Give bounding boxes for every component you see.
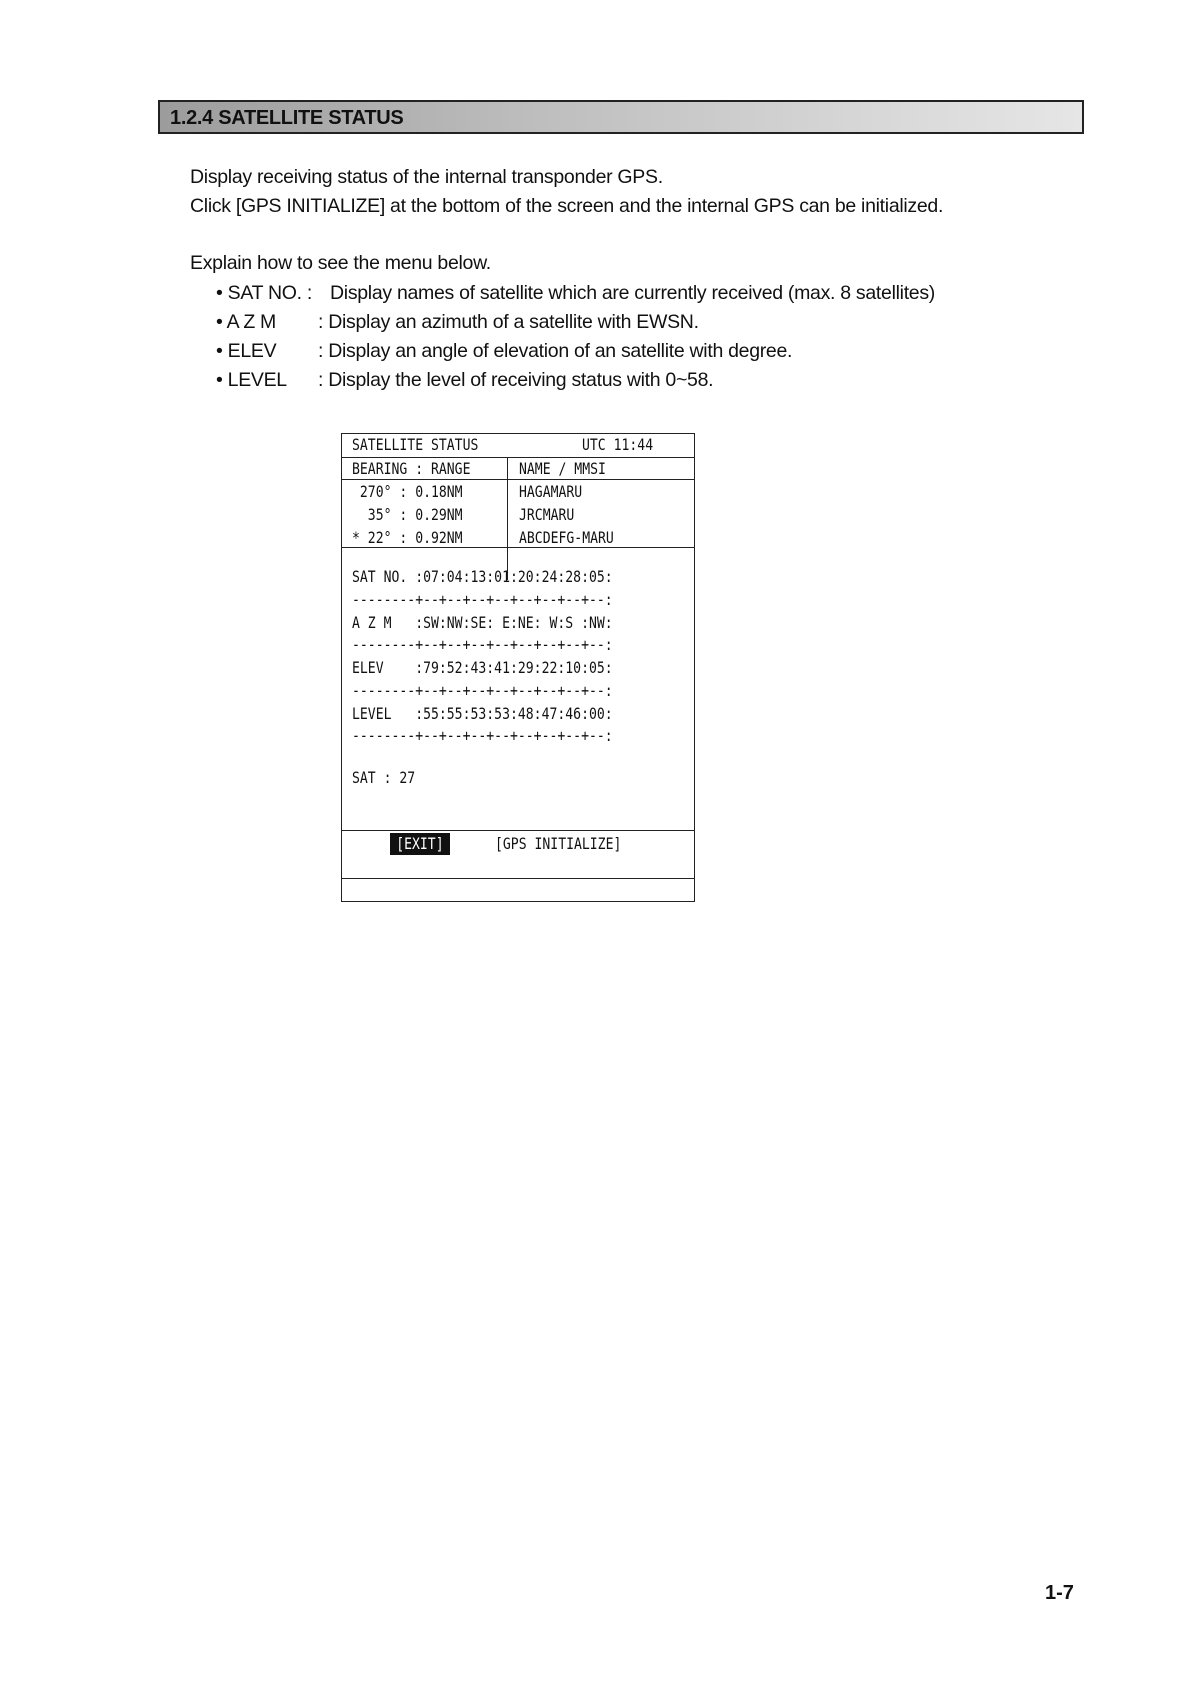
separator-row: --------+--+--+--+--+--+--+--+--: <box>352 635 613 654</box>
bullet-term: • SAT NO. : <box>216 282 312 304</box>
bullet-term: • ELEV <box>216 340 277 362</box>
sat-count: SAT : 27 <box>352 768 416 787</box>
bullet-desc: : Display an azimuth of a satellite with EWSN. <box>318 311 699 333</box>
table-row-name: ABCDEFG-MARU <box>519 528 614 547</box>
intro-line-1: Display receiving status of the internal transponder GPS. <box>190 166 663 188</box>
bullet-term: • LEVEL <box>216 369 287 391</box>
sat-no-row: SAT NO. :07:04:13:01:20:24:28:05: <box>352 567 613 586</box>
intro-line-3: Explain how to see the menu below. <box>190 252 491 274</box>
section-title: 1.2.4 SATELLITE STATUS <box>170 107 404 129</box>
divider <box>342 457 694 458</box>
section-header <box>158 100 1084 134</box>
gps-initialize-button[interactable]: [GPS INITIALIZE] <box>495 834 622 853</box>
utc-time: UTC 11:44 <box>582 435 654 454</box>
table-row-name: JRCMARU <box>519 505 575 524</box>
bullet-desc: : Display an angle of elevation of an satellite with degree. <box>318 340 793 362</box>
divider <box>342 547 694 548</box>
table-row-bearing: * 22° : 0.92NM <box>352 528 463 547</box>
bullet-term: • A Z M <box>216 311 276 333</box>
screen-title: SATELLITE STATUS <box>352 435 479 454</box>
bullet-desc: : Display the level of receiving status with 0~58. <box>318 369 714 391</box>
table-row-bearing: 270° : 0.18NM <box>352 482 463 501</box>
elev-row: ELEV :79:52:43:41:29:22:10:05: <box>352 658 613 677</box>
table-row-name: HAGAMARU <box>519 482 583 501</box>
satellite-status-screen <box>341 433 695 902</box>
separator-row: --------+--+--+--+--+--+--+--+--: <box>352 681 613 700</box>
column-header-bearing: BEARING : RANGE <box>352 459 471 478</box>
table-row-bearing: 35° : 0.29NM <box>352 505 463 524</box>
exit-button[interactable] <box>390 833 450 855</box>
separator-row: --------+--+--+--+--+--+--+--+--: <box>352 590 613 609</box>
separator-row: --------+--+--+--+--+--+--+--+--: <box>352 726 613 745</box>
divider <box>342 878 694 879</box>
column-divider <box>507 457 508 580</box>
exit-button-label: [EXIT] <box>396 834 444 853</box>
azm-row: A Z M :SW:NW:SE: E:NE: W:S :NW: <box>352 613 613 632</box>
intro-line-2: Click [GPS INITIALIZE] at the bottom of the screen and the internal GPS can be initialized. <box>190 195 944 217</box>
page-number: 1-7 <box>1045 1582 1074 1604</box>
column-header-name: NAME / MMSI <box>519 459 606 478</box>
divider <box>342 479 694 480</box>
divider <box>342 830 694 831</box>
level-row: LEVEL :55:55:53:53:48:47:46:00: <box>352 704 613 723</box>
bullet-desc: Display names of satellite which are currently received (max. 8 satellites) <box>330 282 935 304</box>
